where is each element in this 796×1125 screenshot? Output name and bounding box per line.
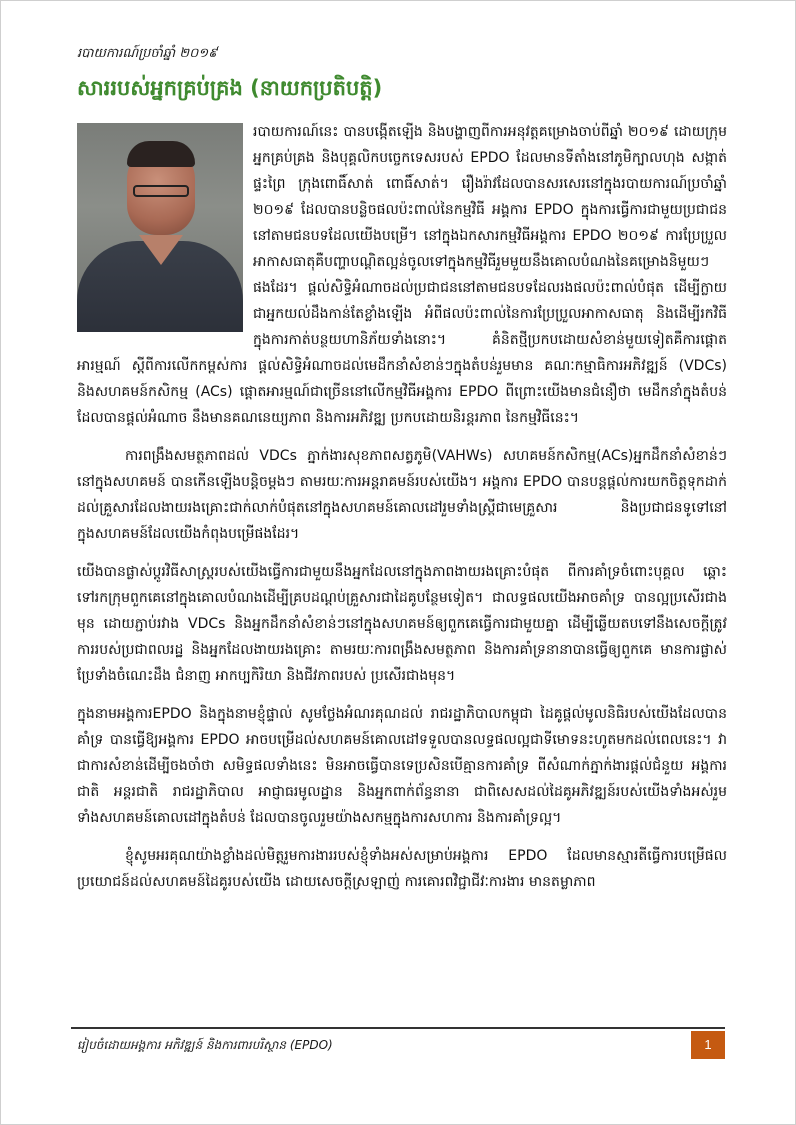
footer-text: រៀបចំដោយអង្គការ អភិវឌ្ឍន៍ និងការពារបរិស្ថាន (EPDO) <box>77 1038 333 1052</box>
paragraph-1: របាយការណ៍នេះ បានបង្កើតឡើង និងបង្ហាញពីការអនុវត្តគម្រោងចាប់ពីឆ្នាំ ២០១៩ ដោយក្រុមអ្នកគ្រប់គ្រង និងបុគ្គលិកបច្ចេកទេសរបស់ EPDO ដែលមានទីតាំងនៅភូមិក្បាលហុង សង្កាត់ផ្ទះព្រៃ ក្រុងពោធិ៍សាត់ ពោធិ៍សាត់។ រឿងរ៉ាវដែលបានសរសេរនៅក្នុងរបាយការណ៍ប្រចាំឆ្នាំ ២០១៩ ដែលបានបន្លិចផលប៉ះពាល់នៃកម្មវិធី អង្គការ EPDO ក្នុងការធ្វើការជាមួយប្រជាជននៅតាមជនបទដែលយើងបម្រើ។ នៅក្នុងឯកសារកម្មវិធីអង្គការ EPDO ២០១៩ ការប្រែប្រួលអាកាសធាតុគឺបញ្ហាបណ្ដិតល្អន់ចូលទៅក្នុងកម្មវិធីរួមមួយនឹងគោលបំណងនៃគម្រោងនិមួយៗផងដែរ។ ផ្ដល់សិទ្ធិអំណាចដល់ប្រជាជននៅតាមជនបទដែលរងផលប៉ះពាល់បំផុត ដើម្បីក្លាយជាអ្នកយល់ដឹងកាន់តែខ្លាំងឡើង អំពីផលប៉ះពាល់នៃការប្រែប្រួលអាកាសធាតុ និងដើម្បីរកវិធីក្នុងការកាត់បន្ថយហានិភ័យទាំងនោះ។ គំនិតថ្មីប្រកបដោយសំខាន់មួយទៀតគឺការផ្ដោតអារម្មណ៍ ស្ដីពីការលើកកម្ពស់ការ ផ្ដល់សិទ្ធិអំណាចដល់មេដឹកនាំសំខាន់ៗក្នុងតំបន់រួមមាន គណៈកម្មាធិការអភិវឌ្ឍន៍ (VDCs) និងសហគមន៍កសិកម្ម (ACs) ផ្ដោតអារម្មណ៍ជាច្រើននៅលើកម្មវិធីអង្គការ EPDO ពីព្រោះយើងមានជំនឿថា មេដឹកនាំក្នុងតំបន់ដែលបានផ្ដល់អំណាច នឹងមានគណនេយ្យភាព និងការអភិវឌ្ឍ ប្រកបដោយនិរន្តរភាព នៃកម្មវិធីនេះ។ <box>77 124 727 426</box>
paragraph-5: ខ្ញុំសូមអរគុណយ៉ាងខ្លាំងដល់មិត្តរួមការងាររបស់ខ្ញុំទាំងអស់សម្រាប់អង្គការ EPDO ដែលមានស្មារតីធ្វើការបម្រើផលប្រយោជន៍ដល់សហគមន៍ដៃគូរបស់យើង ដោយសេចក្ដីស្រឡាញ់ ការគោរពវិជ្ជាជីវៈការងារ មានតម្លាភាព <box>77 848 727 890</box>
body-text <box>77 119 727 907</box>
running-header: របាយការណ៍ប្រចាំឆ្នាំ ២០១៩ <box>77 46 218 61</box>
paragraph-3: យើងបានផ្លាស់ប្ដូរវិធីសាស្ត្ររបស់យើងធ្វើការជាមួយនឹងអ្នកដែលនៅក្នុងភាពងាយរងគ្រោះបំផុត ពីការគាំទ្រចំពោះបុគ្គល ឆ្ពោះទៅរកក្រុមពួកគេនៅក្នុងគោលបំណងដើម្បីគ្របដណ្ដប់គ្រួសារជាដៃគូបន្ថែមទៀត។ ជាលទ្ធផលយើងអាចគាំទ្រ បានល្អប្រសើរជាងមុន ដោយភ្ជាប់រវាង VDCs និងអ្នកដឹកនាំសំខាន់ៗនៅក្នុងសហគមន៍ឲ្យពួកគេធ្វើការជាមួយគ្នា ដើម្បីឆ្លើយតបទៅនឹងសេចក្ដីត្រូវការរបស់ប្រជាពលរដ្ឋ និងអ្នកដែលងាយរងគ្រោះ តាមរយៈការពង្រឹងសមត្ថភាព និងការគាំទ្រនានាបានធ្វើឲ្យពួកគេ មានការផ្លាស់ប្រែទាំងចំណេះដឹង ជំនាញ អាកប្បកិរិយា និងជីវភាពរបស់ ប្រសើរជាងមុន។ <box>77 564 727 684</box>
footer-divider <box>71 1027 725 1029</box>
paragraph-4: ក្នុងនាមអង្គការEPDO និងក្នុងនាមខ្ញុំផ្ទាល់ សូមថ្លែងអំណរគុណដល់ រាជរដ្ឋាភិបាលកម្ពុជា ដៃគូផ្ដល់មូលនិធិរបស់យើងដែលបានគាំទ្រ បានធ្វើឱ្យអង្គការ EPDO អាចបម្រើដល់សហគមន៍គោលដៅទទួលបានលទ្ធផលល្អជាទីមោទនះហូតមកដល់ពេលនេះ។ វាជាការសំខាន់ដើម្បីចងចាំថា សមិទ្ធផលទាំងនេះ មិនអាចធ្វើបានទេប្រសិនបើគ្មានការគាំទ្រ ពីសំណាក់ភ្នាក់ងារផ្ដល់ជំនួយ អង្គការជាតិ អន្តរជាតិ រាជរដ្ឋាភិបាល អាជ្ញាធរមូលដ្ឋាន និងអ្នកពាក់ព័ន្ធនានា ជាពិសេសដល់ដៃគូអភិវឌ្ឍន៍របស់យើងទាំងអស់រួមទាំងសហគមន៍គោលដៅក្នុងតំបន់ ដែលបានចូលរួមយ៉ាងសកម្មក្នុងការសហការ និងការគាំទ្រល្អ។ <box>77 706 727 826</box>
page-title: សាររបស់អ្នកគ្រប់គ្រង (នាយកប្រតិបត្តិ) <box>77 76 383 100</box>
paragraph-2: ការពង្រឹងសមត្ថភាពដល់ VDCs ភ្នាក់ងារសុខភាពសត្វភូមិ(VAHWs) សហគមន៍កសិកម្ម(ACs)អ្នកដឹកនាំសំខាន់ៗនៅក្នុងសហគមន៍ បានកើនឡើងបន្តិចម្ដងៗ តាមរយៈការអន្តរាគមន៍របស់យើង។ អង្គការ EPDO បានបន្តផ្ដល់ការយកចិត្តទុកដាក់ដល់គ្រួសារដែលងាយរងគ្រោះជាក់លាក់បំផុតនៅក្នុងសហគមន៍គោលដៅរួមទាំងស្ត្រីជាមេគ្រួសារ និងប្រជាជនទូទៅនៅក្នុងសហគមន៍ដែលយើងកំពុងបម្រើផងដែរ។ <box>77 448 727 542</box>
director-portrait-image <box>77 123 243 332</box>
page-number-badge: 1 <box>691 1031 725 1059</box>
